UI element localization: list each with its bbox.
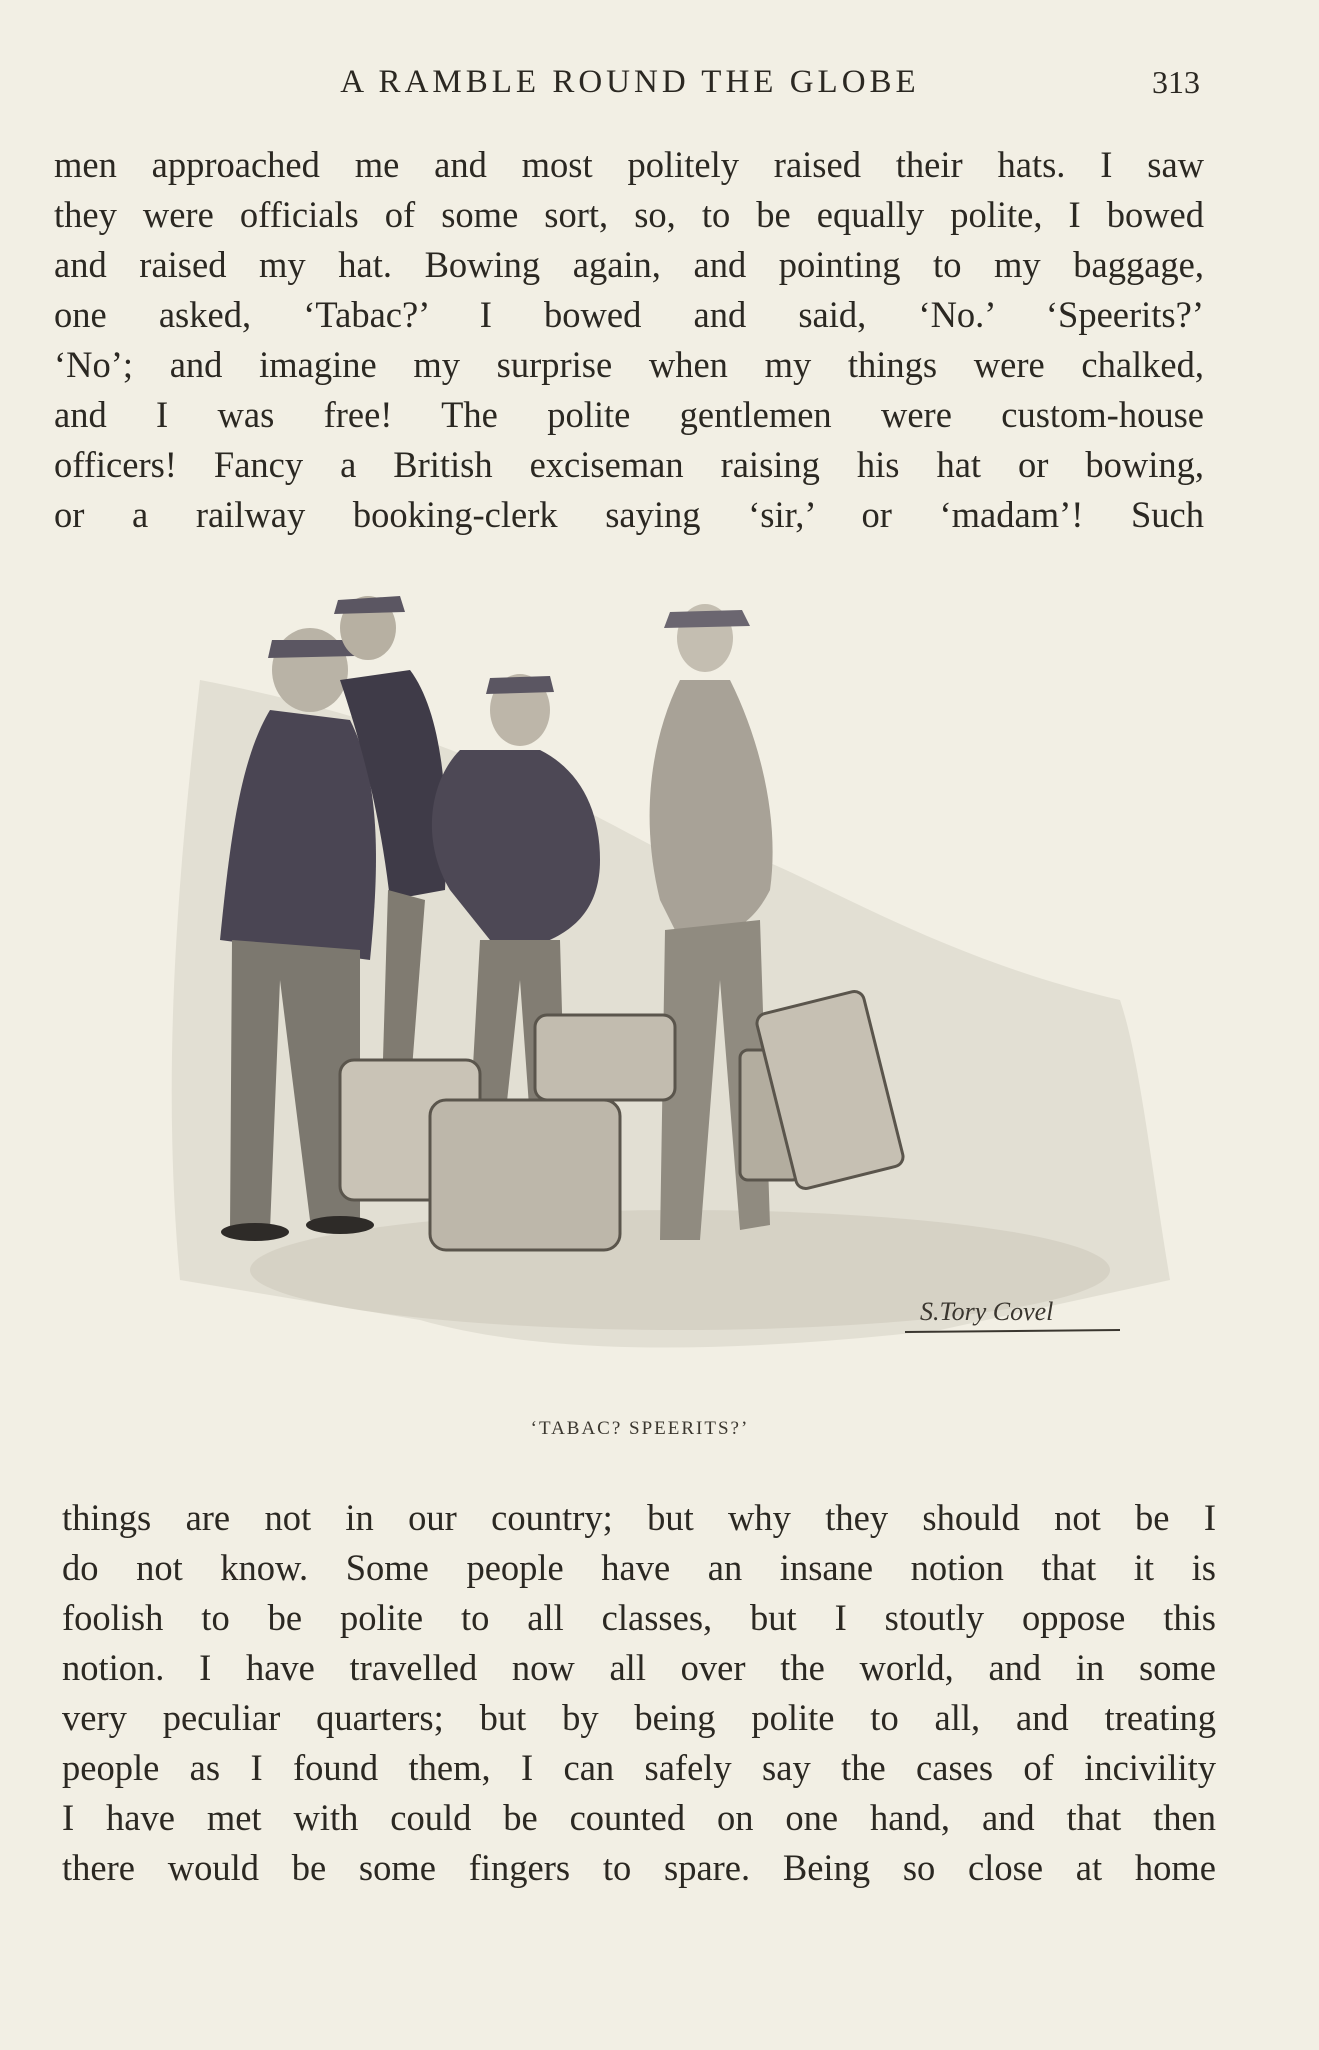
- artist-signature: S.Tory Covel: [920, 1297, 1054, 1326]
- text-line: and I was free! The polite gentlemen were custom-house: [54, 394, 1204, 435]
- text-line: people as I found them, I can safely say the cases of incivility: [62, 1747, 1216, 1788]
- text-line: do not know. Some people have an insane notion that it is: [62, 1547, 1216, 1588]
- text-line: ‘No’; and imagine my surprise when my things were chalked,: [54, 344, 1204, 385]
- page-number: 313: [1152, 64, 1200, 100]
- paragraph-top: [54, 140, 1204, 540]
- text-line: foolish to be polite to all classes, but I stoutly oppose this: [62, 1597, 1216, 1638]
- text-line: notion. I have travelled now all over the world, and in some: [62, 1647, 1216, 1688]
- text-line: officers! Fancy a British exciseman raising his hat or bowing,: [54, 444, 1204, 485]
- text-line: one asked, ‘Tabac?’ I bowed and said, ‘No.’ ‘Speerits?’: [54, 294, 1204, 335]
- text-line: there would be some fingers to spare. Being so close at home: [62, 1847, 1216, 1888]
- text-line: they were officials of some sort, so, to be equally polite, I bowed: [54, 194, 1204, 235]
- text-line: very peculiar quarters; but by being polite to all, and treating: [62, 1697, 1216, 1738]
- customs-officers-illustration: [160, 560, 1170, 1390]
- text-line: things are not in our country; but why they should not be I: [62, 1497, 1216, 1538]
- figure-caption: ‘TABAC? SPEERITS?’: [530, 1418, 750, 1439]
- paragraph-bottom: [62, 1493, 1216, 1893]
- text-line: I have met with could be counted on one hand, and that then: [62, 1797, 1216, 1838]
- text-line: or a railway booking-clerk saying ‘sir,’ or ‘madam’! Such: [54, 494, 1204, 535]
- text-line: and raised my hat. Bowing again, and pointing to my baggage,: [54, 244, 1204, 285]
- text-line: men approached me and most politely raised their hats. I saw: [54, 144, 1204, 185]
- running-head-title: A RAMBLE ROUND THE GLOBE: [340, 64, 920, 100]
